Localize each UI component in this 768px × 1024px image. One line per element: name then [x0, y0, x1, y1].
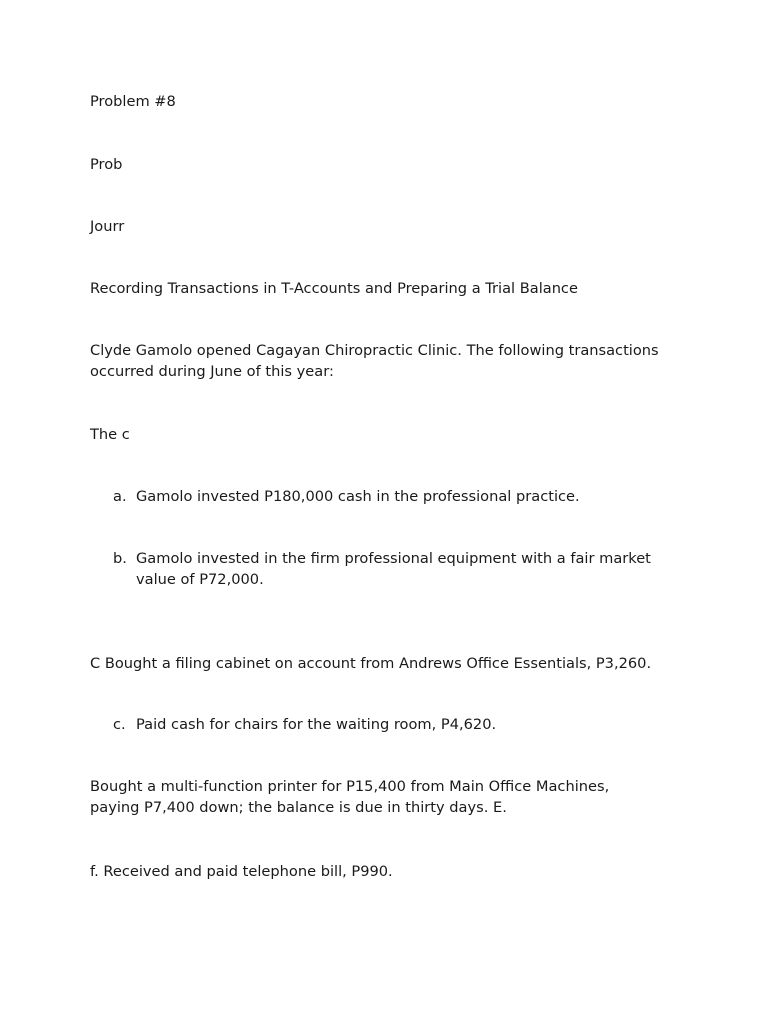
transaction-c-upper: C Bought a filing cabinet on account from Andrews Office Essentials, P3,260. — [90, 655, 652, 672]
list-marker: a. — [113, 488, 127, 505]
transaction-f: f. Received and paid telephone bill, P990. — [90, 863, 393, 880]
transaction-printer: Bought a multi-function printer for P15,400 from Main Office Machines, paying P7,400 down; the balance is due in thirty days. E. — [90, 778, 610, 816]
fragment-the: The c — [90, 426, 130, 443]
section-title: Recording Transactions in T-Accounts and Preparing a Trial Balance — [90, 280, 578, 297]
fragment-prob: Prob — [90, 156, 123, 173]
transaction-c — [113, 714, 683, 735]
transaction-b — [113, 548, 683, 590]
list-marker: c. — [113, 716, 126, 733]
list-item-text: Gamolo invested P180,000 cash in the professional practice. — [136, 488, 580, 505]
fragment-journ: Jourr — [90, 218, 125, 235]
problem-heading: Problem #8 — [90, 93, 176, 110]
intro-paragraph: Clyde Gamolo opened Cagayan Chiropractic Clinic. The following transactions occurred during June of this year: — [90, 342, 659, 380]
list-item-text: Gamolo invested in the firm professional equipment with a fair market value of P72,000. — [136, 550, 651, 588]
transaction-a — [113, 486, 683, 507]
list-marker: b. — [113, 550, 127, 567]
list-item-text: Paid cash for chairs for the waiting room, P4,620. — [136, 716, 497, 733]
